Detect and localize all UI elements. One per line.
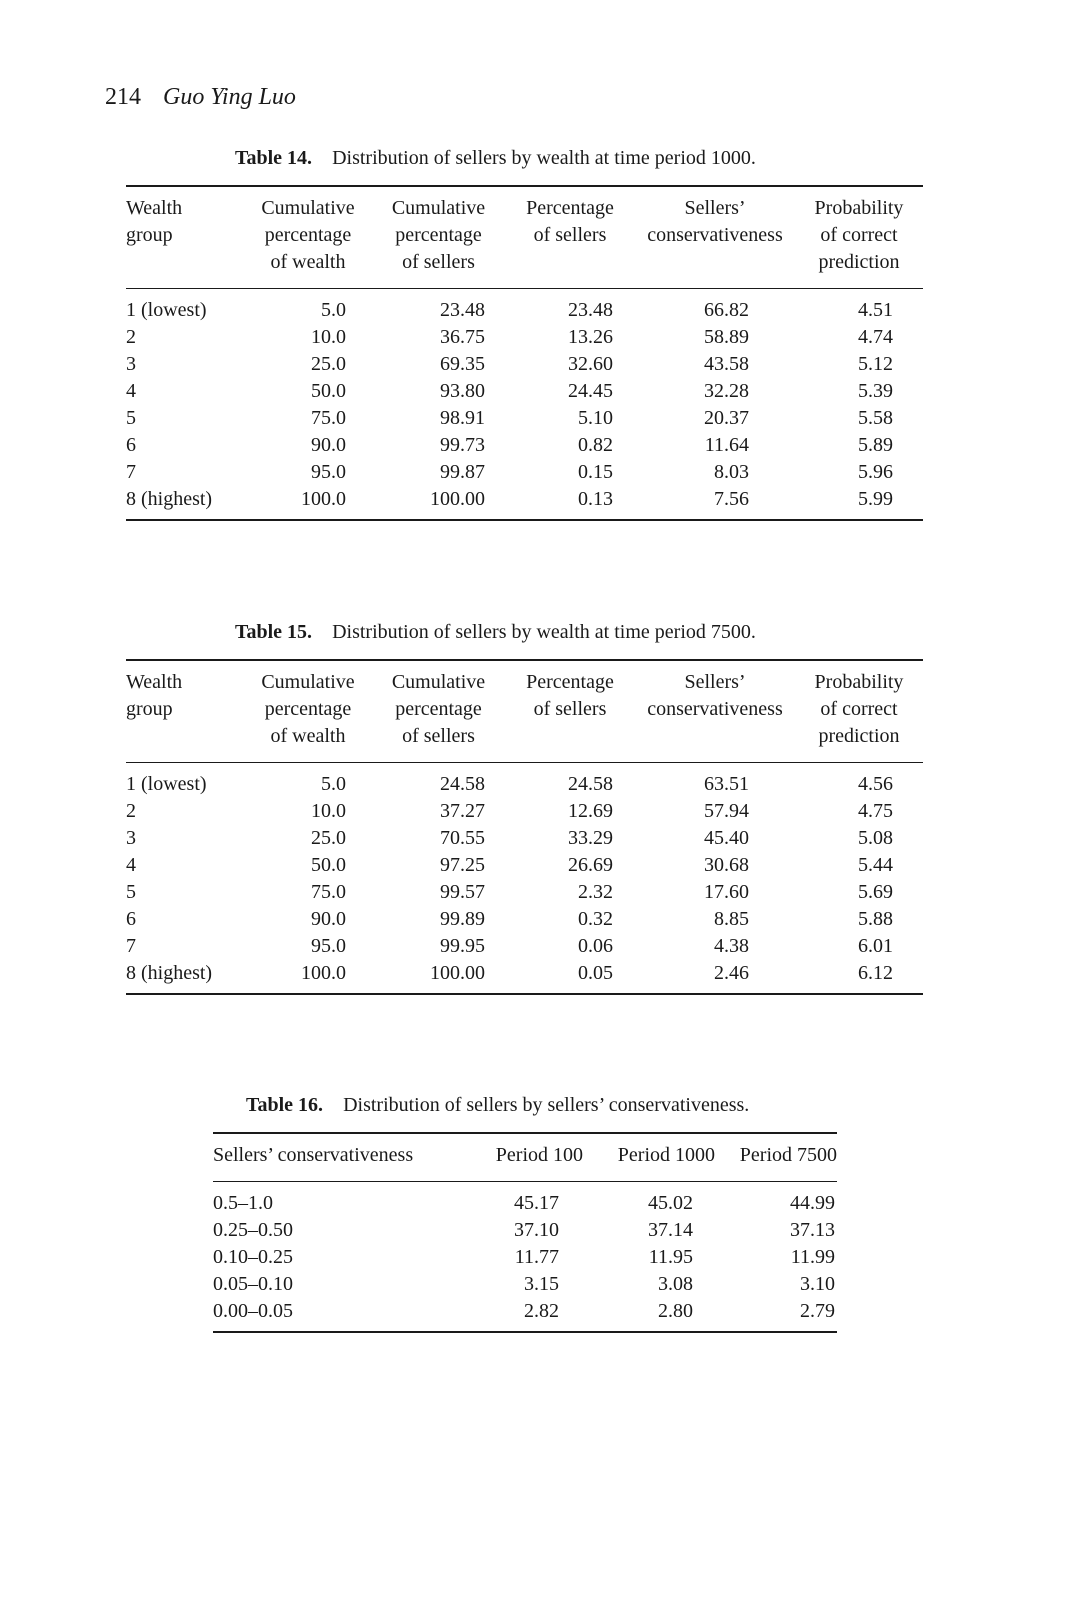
value-cell: 4.38 bbox=[714, 935, 749, 957]
row-label-cell: 4 bbox=[126, 380, 136, 402]
table-row bbox=[126, 852, 923, 879]
value-cell: 57.94 bbox=[704, 800, 749, 822]
table-label: Table 14. bbox=[235, 147, 313, 169]
header-conservativeness: Sellers’ conservativeness bbox=[635, 186, 795, 289]
value-cell: 20.37 bbox=[704, 407, 749, 429]
value-cell: 33.29 bbox=[568, 827, 613, 849]
header-cumulative-wealth: Cumulative percentage of wealth bbox=[244, 186, 372, 289]
value-cell: 23.48 bbox=[440, 299, 485, 321]
table-row bbox=[126, 906, 923, 933]
value-cell: 50.0 bbox=[311, 380, 346, 402]
value-cell: 5.89 bbox=[858, 434, 893, 456]
table-body bbox=[213, 1182, 837, 1333]
header-row bbox=[213, 1133, 837, 1182]
value-cell: 24.45 bbox=[568, 380, 613, 402]
row-label-cell: 0.05–0.10 bbox=[213, 1273, 293, 1295]
header-wealth-group: Wealth group bbox=[126, 186, 244, 289]
value-cell: 58.89 bbox=[704, 326, 749, 348]
row-label-cell: 7 bbox=[126, 935, 136, 957]
value-cell: 17.60 bbox=[704, 881, 749, 903]
value-cell: 90.0 bbox=[311, 434, 346, 456]
value-cell: 93.80 bbox=[440, 380, 485, 402]
header-cumulative-sellers: Cumulative percentage of sellers bbox=[372, 186, 505, 289]
value-cell: 37.14 bbox=[648, 1219, 693, 1241]
row-label-cell: 5 bbox=[126, 407, 136, 429]
value-cell: 5.0 bbox=[321, 773, 346, 795]
row-label-cell: 2 bbox=[126, 326, 136, 348]
caption-text: Distribution of sellers by wealth at time period 7500. bbox=[332, 621, 756, 643]
value-cell: 4.56 bbox=[858, 773, 893, 795]
value-cell: 44.99 bbox=[790, 1192, 835, 1214]
value-cell: 24.58 bbox=[440, 773, 485, 795]
table-row bbox=[213, 1182, 837, 1218]
value-cell: 0.13 bbox=[578, 488, 613, 510]
table-row bbox=[126, 432, 923, 459]
value-cell: 8.85 bbox=[714, 908, 749, 930]
value-cell: 98.91 bbox=[440, 407, 485, 429]
value-cell: 99.95 bbox=[440, 935, 485, 957]
value-cell: 6.12 bbox=[858, 962, 893, 984]
value-cell: 2.32 bbox=[578, 881, 613, 903]
header-wealth-group: Wealth group bbox=[126, 660, 244, 763]
value-cell: 26.69 bbox=[568, 854, 613, 876]
value-cell: 2.82 bbox=[524, 1300, 559, 1322]
value-cell: 45.17 bbox=[514, 1192, 559, 1214]
table-14-caption bbox=[235, 147, 756, 170]
caption-text: Distribution of sellers by wealth at time period 1000. bbox=[332, 147, 756, 169]
row-label-cell: 3 bbox=[126, 827, 136, 849]
row-label-cell: 2 bbox=[126, 800, 136, 822]
value-cell: 3.08 bbox=[658, 1273, 693, 1295]
page-number: 214 bbox=[105, 84, 141, 110]
table-14 bbox=[126, 185, 923, 521]
row-label-cell: 5 bbox=[126, 881, 136, 903]
value-cell: 11.64 bbox=[704, 434, 749, 456]
value-cell: 75.0 bbox=[311, 407, 346, 429]
value-cell: 5.58 bbox=[858, 407, 893, 429]
table-row bbox=[126, 825, 923, 852]
value-cell: 43.58 bbox=[704, 353, 749, 375]
header-probability: Probability of correct prediction bbox=[795, 660, 923, 763]
value-cell: 7.56 bbox=[714, 488, 749, 510]
value-cell: 5.0 bbox=[321, 299, 346, 321]
row-label-cell: 0.5–1.0 bbox=[213, 1192, 273, 1214]
value-cell: 63.51 bbox=[704, 773, 749, 795]
value-cell: 97.25 bbox=[440, 854, 485, 876]
value-cell: 99.57 bbox=[440, 881, 485, 903]
value-cell: 100.0 bbox=[301, 962, 346, 984]
table-label: Table 16. bbox=[246, 1094, 324, 1116]
header-period-100: Period 100 bbox=[458, 1133, 583, 1182]
row-label-cell: 8 (highest) bbox=[126, 962, 213, 984]
value-cell: 36.75 bbox=[440, 326, 485, 348]
value-cell: 6.01 bbox=[858, 935, 893, 957]
value-cell: 70.55 bbox=[440, 827, 485, 849]
value-cell: 13.26 bbox=[568, 326, 613, 348]
row-label-cell: 7 bbox=[126, 461, 136, 483]
value-cell: 95.0 bbox=[311, 935, 346, 957]
table-16-caption bbox=[246, 1094, 749, 1117]
header-period-7500: Period 7500 bbox=[715, 1133, 837, 1182]
row-label-cell: 4 bbox=[126, 854, 136, 876]
value-cell: 4.74 bbox=[858, 326, 893, 348]
table-row bbox=[126, 960, 923, 994]
value-cell: 0.15 bbox=[578, 461, 613, 483]
value-cell: 32.28 bbox=[704, 380, 749, 402]
value-cell: 100.00 bbox=[430, 962, 485, 984]
value-cell: 11.99 bbox=[790, 1246, 835, 1268]
table-body bbox=[126, 289, 923, 521]
table-row bbox=[126, 405, 923, 432]
value-cell: 5.12 bbox=[858, 353, 893, 375]
table-15 bbox=[126, 659, 923, 995]
value-cell: 12.69 bbox=[568, 800, 613, 822]
value-cell: 0.06 bbox=[578, 935, 613, 957]
value-cell: 95.0 bbox=[311, 461, 346, 483]
value-cell: 11.77 bbox=[514, 1246, 559, 1268]
table-row bbox=[126, 763, 923, 799]
value-cell: 11.95 bbox=[648, 1246, 693, 1268]
header-cumulative-sellers: Cumulative percentage of sellers bbox=[372, 660, 505, 763]
row-label-cell: 0.25–0.50 bbox=[213, 1219, 293, 1241]
value-cell: 37.27 bbox=[440, 800, 485, 822]
value-cell: 37.10 bbox=[514, 1219, 559, 1241]
value-cell: 5.69 bbox=[858, 881, 893, 903]
header-percentage-sellers: Percentage of sellers bbox=[505, 186, 635, 289]
table-row bbox=[126, 486, 923, 520]
value-cell: 66.82 bbox=[704, 299, 749, 321]
table-row bbox=[126, 378, 923, 405]
value-cell: 5.44 bbox=[858, 854, 893, 876]
value-cell: 4.75 bbox=[858, 800, 893, 822]
value-cell: 3.10 bbox=[800, 1273, 835, 1295]
table-row bbox=[126, 289, 923, 325]
value-cell: 37.13 bbox=[790, 1219, 835, 1241]
table-15-caption bbox=[235, 621, 756, 644]
value-cell: 50.0 bbox=[311, 854, 346, 876]
header-row bbox=[126, 186, 923, 289]
table-row bbox=[126, 879, 923, 906]
value-cell: 3.15 bbox=[524, 1273, 559, 1295]
header-cumulative-wealth: Cumulative percentage of wealth bbox=[244, 660, 372, 763]
value-cell: 75.0 bbox=[311, 881, 346, 903]
value-cell: 10.0 bbox=[311, 326, 346, 348]
value-cell: 5.08 bbox=[858, 827, 893, 849]
value-cell: 99.87 bbox=[440, 461, 485, 483]
value-cell: 69.35 bbox=[440, 353, 485, 375]
running-head bbox=[105, 84, 296, 111]
table-row bbox=[126, 933, 923, 960]
author-name: Guo Ying Luo bbox=[163, 84, 296, 110]
header-conservativeness: Sellers’ conservativeness bbox=[213, 1133, 458, 1182]
row-label-cell: 3 bbox=[126, 353, 136, 375]
value-cell: 30.68 bbox=[704, 854, 749, 876]
value-cell: 0.05 bbox=[578, 962, 613, 984]
table-row bbox=[126, 459, 923, 486]
value-cell: 0.32 bbox=[578, 908, 613, 930]
value-cell: 99.89 bbox=[440, 908, 485, 930]
header-conservativeness: Sellers’ conservativeness bbox=[635, 660, 795, 763]
row-label-cell: 0.10–0.25 bbox=[213, 1246, 293, 1268]
table-row bbox=[126, 798, 923, 825]
value-cell: 8.03 bbox=[714, 461, 749, 483]
value-cell: 2.79 bbox=[800, 1300, 835, 1322]
value-cell: 5.10 bbox=[578, 407, 613, 429]
value-cell: 100.00 bbox=[430, 488, 485, 510]
caption-text: Distribution of sellers by sellers’ conservativeness. bbox=[343, 1094, 750, 1116]
table-row bbox=[213, 1271, 837, 1298]
header-period-1000: Period 1000 bbox=[583, 1133, 715, 1182]
table-row bbox=[213, 1244, 837, 1271]
value-cell: 5.96 bbox=[858, 461, 893, 483]
table-body bbox=[126, 763, 923, 995]
row-label-cell: 8 (highest) bbox=[126, 488, 213, 510]
value-cell: 45.40 bbox=[704, 827, 749, 849]
value-cell: 25.0 bbox=[311, 353, 346, 375]
row-label-cell: 0.00–0.05 bbox=[213, 1300, 293, 1322]
header-probability: Probability of correct prediction bbox=[795, 186, 923, 289]
table-label: Table 15. bbox=[235, 621, 313, 643]
row-label-cell: 1 (lowest) bbox=[126, 773, 207, 795]
header-percentage-sellers: Percentage of sellers bbox=[505, 660, 635, 763]
table-16 bbox=[213, 1132, 837, 1333]
value-cell: 24.58 bbox=[568, 773, 613, 795]
value-cell: 5.99 bbox=[858, 488, 893, 510]
header-row bbox=[126, 660, 923, 763]
value-cell: 25.0 bbox=[311, 827, 346, 849]
value-cell: 100.0 bbox=[301, 488, 346, 510]
value-cell: 99.73 bbox=[440, 434, 485, 456]
value-cell: 32.60 bbox=[568, 353, 613, 375]
value-cell: 2.80 bbox=[658, 1300, 693, 1322]
value-cell: 4.51 bbox=[858, 299, 893, 321]
value-cell: 10.0 bbox=[311, 800, 346, 822]
value-cell: 0.82 bbox=[578, 434, 613, 456]
value-cell: 45.02 bbox=[648, 1192, 693, 1214]
table-row bbox=[213, 1217, 837, 1244]
value-cell: 90.0 bbox=[311, 908, 346, 930]
value-cell: 23.48 bbox=[568, 299, 613, 321]
table-row bbox=[213, 1298, 837, 1332]
value-cell: 5.88 bbox=[858, 908, 893, 930]
row-label-cell: 1 (lowest) bbox=[126, 299, 207, 321]
table-row bbox=[126, 324, 923, 351]
value-cell: 5.39 bbox=[858, 380, 893, 402]
table-row bbox=[126, 351, 923, 378]
row-label-cell: 6 bbox=[126, 434, 136, 456]
row-label-cell: 6 bbox=[126, 908, 136, 930]
value-cell: 2.46 bbox=[714, 962, 749, 984]
